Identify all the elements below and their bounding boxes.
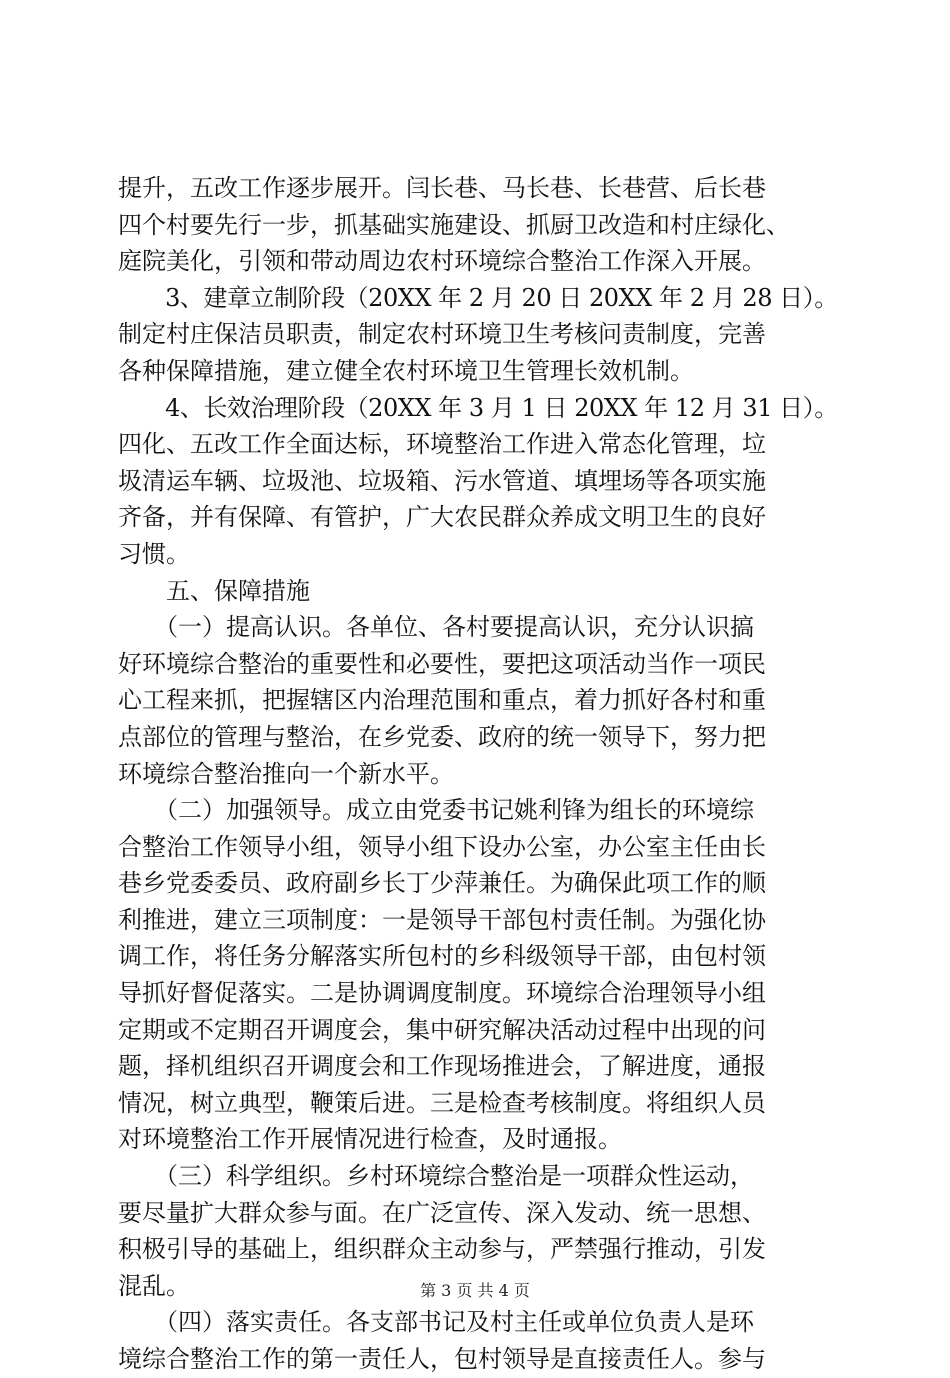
text-line: 提升，五改工作逐步展开。闫长巷、马长巷、长巷营、后长巷 <box>118 174 766 202</box>
text-line: （一）提高认识。各单位、各村要提高认识，充分认识搞 <box>118 613 754 642</box>
text-line: 习惯。 <box>118 539 190 568</box>
text-line: 境综合整治工作的第一责任人，包村领导是直接责任人。参与 <box>118 1345 766 1373</box>
text-line: 要尽量扩大群众参与面。在广泛宣传、深入发动、统一思想、 <box>118 1198 766 1227</box>
text-line: 4、长效治理阶段（20XX 年 3 月 1 日 20XX 年 12 月 31 日）。 <box>118 393 838 422</box>
text-line: 3、建章立制阶段（20XX 年 2 月 20 日 20XX 年 2 月 28 日）。 <box>118 283 838 312</box>
text-line: 环境综合整治推向一个新水平。 <box>118 759 454 788</box>
text-line: 积极引导的基础上，组织群众主动参与，严禁强行推动，引发 <box>118 1235 766 1264</box>
text-line: 巷乡党委委员、政府副乡长丁少萍兼任。为确保此项工作的顺 <box>118 869 766 898</box>
text-line: 各种保障措施，建立健全农村环境卫生管理长效机制。 <box>118 356 694 385</box>
text-line: 定期或不定期召开调度会，集中研究解决活动过程中出现的问 <box>118 1015 766 1044</box>
text-line: 四化、五改工作全面达标，环境整治工作进入常态化管理，垃 <box>118 430 766 459</box>
text-line: 好环境综合整治的重要性和必要性，要把这项活动当作一项民 <box>118 649 766 678</box>
text-line: 题，择机组织召开调度会和工作现场推进会，了解进度，通报 <box>118 1052 766 1081</box>
text-line: 齐备，并有保障、有管护，广大农民群众养成文明卫生的良好 <box>118 503 766 532</box>
text-line: 合整治工作领导小组，领导小组下设办公室，办公室主任由长 <box>118 832 766 861</box>
text-line: 情况，树立典型，鞭策后进。三是检查考核制度。将组织人员 <box>118 1088 766 1117</box>
text-line: （四）落实责任。各支部书记及村主任或单位负责人是环 <box>118 1308 754 1337</box>
document-body <box>118 170 838 1378</box>
text-line: 庭院美化，引领和带动周边农村环境综合整治工作深入开展。 <box>118 247 766 276</box>
page-footer: 第 3 页 共 4 页 <box>420 1281 530 1300</box>
text-line: 对环境整治工作开展情况进行检查，及时通报。 <box>118 1125 622 1154</box>
text-line: 制定村庄保洁员职责，制定农村环境卫生考核问责制度，完善 <box>118 320 766 349</box>
text-line: 四个村要先行一步，抓基础实施建设、抓厨卫改造和村庄绿化、 <box>118 210 790 239</box>
text-line: 心工程来抓，把握辖区内治理范围和重点，着力抓好各村和重 <box>118 686 766 715</box>
text-line: 混乱。 <box>118 1271 190 1300</box>
text-line: 五、保障措施 <box>118 576 310 605</box>
text-line: 点部位的管理与整治，在乡党委、政府的统一领导下，努力把 <box>118 722 766 751</box>
text-line: 圾清运车辆、垃圾池、垃圾箱、污水管道、填埋场等各项实施 <box>118 466 766 495</box>
text-line: 利推进，建立三项制度：一是领导干部包村责任制。为强化协 <box>118 905 766 934</box>
text-line: 导抓好督促落实。二是协调调度制度。环境综合治理领导小组 <box>118 979 766 1008</box>
text-line: 调工作，将任务分解落实所包村的乡科级领导干部，由包村领 <box>118 942 766 971</box>
text-line: （二）加强领导。成立由党委书记姚利锋为组长的环境综 <box>118 796 754 825</box>
text-line: （三）科学组织。乡村环境综合整治是一项群众性运动， <box>118 1162 754 1191</box>
